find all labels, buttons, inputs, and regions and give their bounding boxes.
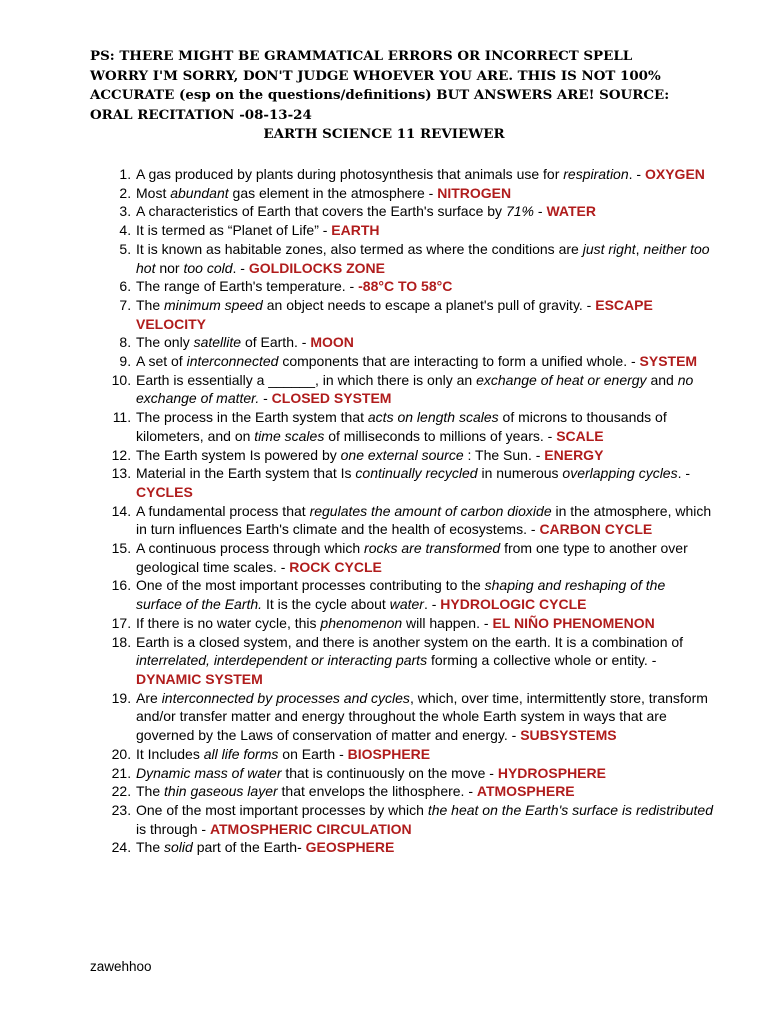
answer-text: MOON	[310, 334, 354, 351]
question-text: If there is no water cycle, this	[136, 614, 321, 631]
question-text: on Earth -	[278, 745, 348, 762]
answer-text: -88°C TO 58°C	[358, 278, 453, 295]
answer-text: ATMOSPHERIC CIRCULATION	[209, 820, 412, 837]
question-text: . -	[628, 166, 645, 182]
list-item	[135, 502, 715, 539]
question-text: part of the Earth-	[192, 839, 306, 856]
question-text: The range of Earth's temperature. -	[136, 278, 359, 295]
question-text: . -	[423, 596, 441, 613]
emphasis-text: all life forms	[203, 745, 279, 762]
emphasis-text: interconnected by processes and cycles	[161, 689, 410, 706]
question-text: A characteristics of Earth that covers the Earth's surface by	[136, 203, 506, 220]
question-text: The Earth system Is powered by	[136, 446, 341, 463]
emphasis-text: interrelated, interdependent or interacting parts	[136, 652, 428, 669]
answer-text: ATMOSPHERE	[476, 783, 575, 800]
list-item	[135, 446, 715, 465]
question-text: A continuous process through which	[136, 540, 365, 557]
question-text: It is termed as “Planet of Life” -	[136, 222, 332, 239]
answer-text: HYDROSPHERE	[497, 764, 606, 781]
emphasis-text: rocks are transformed	[364, 540, 501, 557]
list-item	[135, 801, 715, 838]
question-text: A set of	[136, 353, 187, 370]
emphasis-text: one external source	[340, 446, 464, 463]
emphasis-text: solid	[164, 839, 193, 856]
question-text: It Includes	[136, 745, 204, 762]
emphasis-text: 71%	[505, 203, 534, 220]
question-text: is through -	[136, 820, 210, 837]
question-text: . -	[232, 259, 249, 276]
list-item	[135, 689, 715, 745]
question-text: of milliseconds to millions of years. -	[324, 427, 557, 444]
author-footer: zawehhoo	[90, 959, 152, 974]
answer-text: HYDROLOGIC CYCLE	[440, 596, 587, 613]
emphasis-text: no exchange of matter.	[136, 371, 694, 407]
list-item	[135, 782, 715, 801]
question-text: ,	[635, 240, 644, 257]
question-text: Material in the Earth system that Is	[136, 465, 356, 482]
question-text: of Earth. -	[241, 334, 311, 351]
list-item	[135, 745, 715, 764]
question-text: -	[259, 390, 272, 407]
question-text: It is known as habitable zones, also termed as where the conditions are	[136, 240, 583, 257]
question-text: A gas produced by plants during photosynthesis that animals use for	[136, 166, 564, 182]
answer-text: ESCAPE VELOCITY	[136, 296, 653, 332]
list-item	[135, 333, 715, 352]
emphasis-text: interconnected	[186, 353, 279, 370]
question-text: an object needs to escape a planet's pull of gravity. -	[262, 296, 596, 313]
question-text: The only	[136, 334, 194, 351]
question-text: : The Sun. -	[463, 446, 545, 463]
answer-text: EL NIÑO PHENOMENON	[492, 614, 655, 631]
answer-text: EARTH	[331, 222, 380, 239]
question-text: and	[646, 371, 678, 388]
question-text: The	[136, 296, 165, 313]
question-text: from one type to another over geological time scales. -	[136, 540, 688, 575]
emphasis-text: phenomenon	[320, 614, 403, 631]
emphasis-text: neither too hot	[136, 240, 710, 276]
list-item	[135, 464, 715, 501]
emphasis-text: minimum speed	[164, 296, 263, 313]
answer-text: SCALE	[556, 427, 604, 444]
list-item	[135, 408, 715, 445]
answer-text: NITROGEN	[437, 184, 512, 201]
emphasis-text: too cold	[183, 259, 233, 276]
question-text: in numerous	[477, 465, 563, 482]
question-text: Are	[136, 689, 162, 706]
list-item	[135, 539, 715, 576]
answer-text: WATER	[546, 203, 596, 220]
list-item	[135, 184, 715, 203]
emphasis-text: satellite	[193, 334, 242, 351]
list-item	[135, 352, 715, 371]
list-item	[135, 764, 715, 783]
answer-text: ENERGY	[544, 446, 604, 463]
emphasis-text: overlapping cycles	[562, 465, 678, 482]
answer-text: CARBON CYCLE	[539, 521, 653, 538]
answer-text: DYNAMIC SYSTEM	[136, 670, 263, 687]
question-text: of microns to thousands of kilometers, and on	[136, 409, 667, 444]
question-text: The	[136, 783, 165, 800]
answer-text: OXYGEN	[644, 166, 705, 182]
list-item	[135, 576, 715, 613]
emphasis-text: the heat on the Earth's surface is redistributed	[427, 801, 713, 818]
answer-text: GEOSPHERE	[305, 839, 395, 856]
question-text: Most	[136, 184, 171, 201]
question-text: The	[136, 839, 165, 856]
emphasis-text: acts on length scales	[367, 409, 499, 426]
answer-text: CLOSED SYSTEM	[271, 390, 392, 407]
question-text: that is continuously on the move -	[281, 764, 498, 781]
question-text: components that are interacting to form a unified whole. -	[278, 353, 640, 370]
answer-text: ROCK CYCLE	[289, 558, 382, 575]
question-text: Earth is essentially a ______, in which there is only an	[136, 371, 477, 388]
answer-text: SYSTEM	[639, 353, 698, 370]
question-text: forming a collective whole or entity. -	[427, 652, 657, 669]
list-item	[135, 838, 715, 857]
answer-text: SUBSYSTEMS	[520, 727, 617, 744]
emphasis-text: Dynamic mass of water	[136, 764, 282, 781]
answer-text: BIOSPHERE	[347, 745, 431, 762]
question-text: that envelops the lithosphere. -	[277, 783, 477, 800]
answer-text: CYCLES	[136, 483, 193, 500]
emphasis-text: exchange of heat or energy	[476, 371, 647, 388]
list-item	[135, 371, 715, 408]
question-text: will happen. -	[402, 614, 493, 631]
question-text: . -	[677, 465, 691, 482]
question-text: -	[533, 203, 547, 220]
question-text: A fundamental process that	[136, 502, 310, 519]
emphasis-text: abundant	[170, 184, 229, 201]
question-text: The process in the Earth system that	[136, 409, 368, 426]
list-item	[135, 633, 715, 689]
emphasis-text: thin gaseous layer	[164, 783, 278, 800]
list-item	[135, 221, 715, 240]
list-item	[135, 277, 715, 296]
question-text: in the atmosphere, which in turn influences Earth's climate and the health of ecosystems. -	[136, 502, 712, 538]
answer-text: GOLDILOCKS ZONE	[248, 259, 385, 276]
emphasis-text: regulates the amount of carbon dioxide	[309, 502, 552, 519]
question-text: One of the most important processes contributing to the	[136, 577, 485, 594]
list-item	[135, 296, 715, 333]
list-item	[135, 614, 715, 633]
list-item	[135, 165, 715, 184]
emphasis-text: water	[389, 596, 424, 613]
list-item	[135, 202, 715, 221]
emphasis-text: shaping and reshaping of the surface of the Earth.	[136, 577, 666, 613]
question-text: gas element in the atmosphere -	[228, 184, 438, 201]
question-text: , which, over time, intermittently store, transform and/or transfer matter and energy throughout the whole Earth system in ways that are governed by the Laws of conservation of matter and energy. -	[136, 689, 708, 744]
emphasis-text: respiration	[563, 166, 629, 182]
emphasis-text: continually recycled	[355, 465, 478, 482]
page-title: EARTH SCIENCE 11 REVIEWER	[263, 126, 505, 142]
question-text: One of the most important processes by which	[136, 801, 428, 818]
list-item	[135, 240, 715, 277]
question-answer-list	[100, 165, 715, 857]
question-text: Earth is a closed system, and there is another system on the earth. It is a combination of	[136, 633, 684, 650]
question-text: nor	[155, 259, 184, 276]
disclaimer-note: PS: THERE MIGHT BE GRAMMATICAL ERRORS OR INCORRECT SPELL WORRY I'M SORRY, DON'T JUDGE WHOEVER YOU ARE. THIS IS NOT 100% ACCURATE (esp on the questions/definitions) BUT ANSWERS ARE! SOURCE: ORAL RECITATION -08-13-24	[90, 48, 670, 123]
emphasis-text: just right	[582, 240, 636, 257]
question-text: It is the cycle about	[262, 596, 390, 613]
emphasis-text: time scales	[254, 427, 325, 444]
